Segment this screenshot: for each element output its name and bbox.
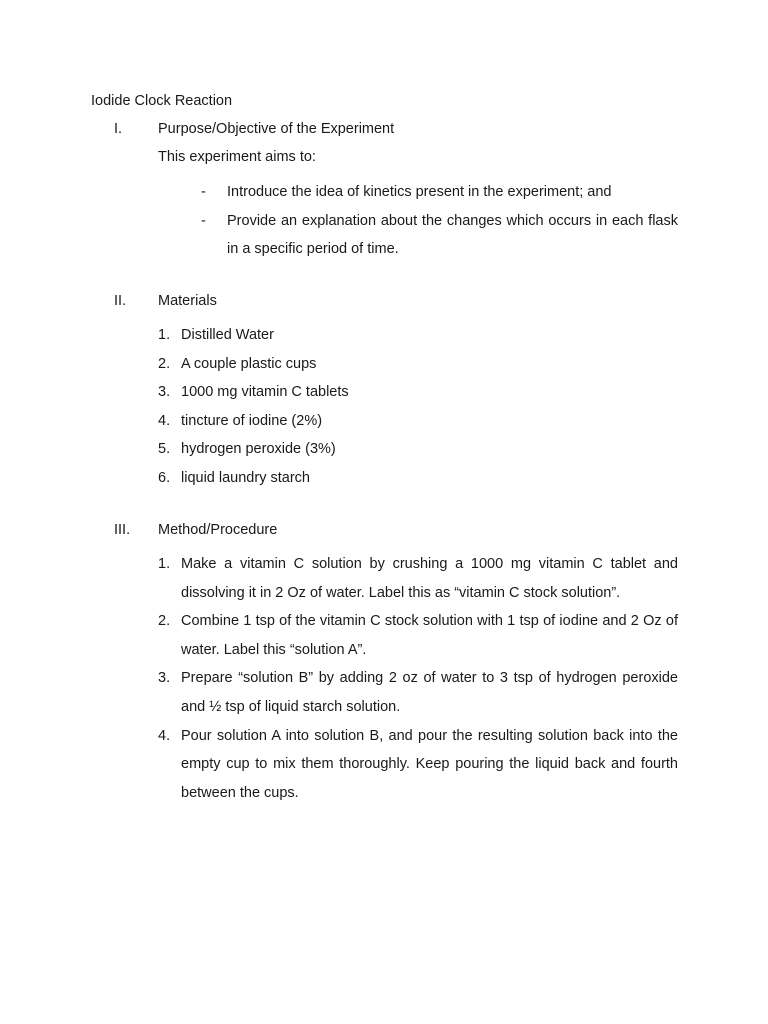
list-item-text: liquid laundry starch [181,469,310,486]
section-heading: Purpose/Objective of the Experiment [158,121,395,137]
list-item-text: Combine 1 tsp of the vitamin C stock solution with 1 tsp of iodine and 2 Oz of water. Label this “solution A”. [181,613,678,658]
materials-list [0,321,768,493]
list-item-text: 1000 mg vitamin C tablets [181,384,349,401]
list-marker: 6. [158,469,171,486]
list-marker: 4. [158,412,171,429]
list-marker: 1. [158,327,171,343]
procedure-list [0,550,768,807]
list-marker: 1. [158,556,171,572]
section-intro: This experiment aims to: [158,149,316,165]
list-item [0,178,768,207]
list-item-text: Make a vitamin C solution by crushing a 1000 mg vitamin C tablet and dissolving it in 2 Oz of water. Label this as “vitamin C stock solution”. [181,556,678,601]
list-item-text: Provide an explanation about the changes which occurs in each flask in a specific period of time. [227,212,678,257]
list-item-text: A couple plastic cups [181,355,317,372]
section-numeral: II. [114,293,127,309]
section-numeral: I. [114,121,123,137]
list-marker: 2. [158,613,171,630]
list-item-text: Prepare “solution B” by adding 2 oz of water to 3 tsp of hydrogen peroxide and ½ tsp of liquid starch solution. [181,670,678,715]
list-marker: 2. [158,355,171,372]
list-item [0,407,768,436]
list-item-text: Introduce the idea of kinetics present in the experiment; and [227,184,612,200]
list-item [0,321,768,350]
list-item-text: Pour solution A into solution B, and pour the resulting solution back into the empty cup to mix them thoroughly. Keep pouring the liquid back and fourth between the cups. [181,727,678,801]
objective-list [0,178,768,264]
list-marker: 5. [158,441,171,458]
list-item [0,435,768,464]
list-marker: - [201,212,206,229]
list-item-text: tincture of iodine (2%) [181,412,323,429]
list-item [0,722,768,808]
list-marker: - [201,184,206,200]
section-heading: Materials [158,293,217,309]
list-item [0,664,768,721]
list-marker: 3. [158,384,171,401]
list-item-text: Distilled Water [181,327,274,343]
list-item [0,464,768,493]
section-numeral: III. [114,522,131,538]
section-heading: Method/Procedure [158,522,278,538]
list-item [0,207,768,264]
list-marker: 4. [158,727,171,744]
list-item-text: hydrogen peroxide (3%) [181,441,336,458]
document-title: Iodide Clock Reaction [91,93,233,109]
list-item [0,350,768,379]
list-item [0,378,768,407]
list-item [0,550,768,607]
list-item [0,607,768,664]
list-marker: 3. [158,670,171,687]
